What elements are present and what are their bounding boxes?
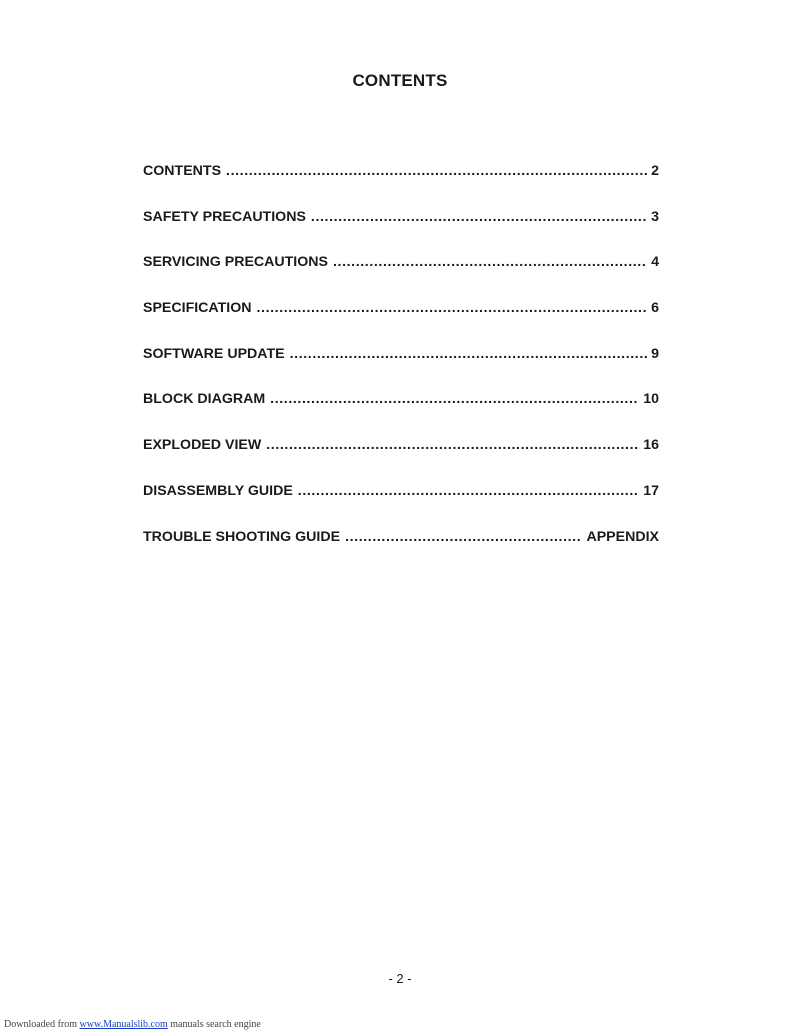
toc-entry-label: TROUBLE SHOOTING GUIDE (143, 528, 341, 545)
toc-entry-label: SOFTWARE UPDATE (143, 345, 285, 362)
toc-dot-leader (333, 254, 647, 270)
toc-entry-specification[interactable] (143, 300, 659, 346)
manualslib-link[interactable]: www.Manualslib.com (79, 1019, 168, 1030)
toc-entry-page: 2 (651, 163, 659, 179)
toc-entry-page: 9 (651, 345, 659, 362)
toc-entry-label: SAFETY PRECAUTIONS (143, 208, 306, 225)
toc-entry-label: SERVICING PRECAUTIONS (143, 254, 328, 271)
page-number: - 2 - (388, 971, 412, 986)
toc-entry-disassembly-guide[interactable] (143, 483, 659, 529)
toc-dot-leader (266, 437, 639, 453)
footer-suffix: manuals search engine (170, 1019, 261, 1030)
toc-entry-page: 3 (651, 208, 659, 225)
toc-entry-label: CONTENTS (143, 163, 222, 179)
toc-entry-software-update[interactable] (143, 346, 659, 392)
toc-entry-exploded-view[interactable] (143, 437, 659, 483)
download-footer (4, 1019, 261, 1030)
footer-prefix: Downloaded from (4, 1019, 78, 1030)
toc-entry-page: 10 (643, 391, 659, 408)
toc-entry-page: 6 (651, 300, 659, 317)
toc-dot-leader (226, 163, 647, 179)
toc-entry-page: 17 (643, 482, 659, 499)
toc-dot-leader (311, 209, 647, 225)
toc-entry-page: APPENDIX (586, 528, 659, 545)
toc-entry-trouble-shooting-guide[interactable] (143, 529, 659, 575)
table-of-contents (143, 163, 659, 574)
toc-dot-leader (257, 300, 648, 316)
toc-entry-label: BLOCK DIAGRAM (143, 391, 266, 408)
toc-entry-contents[interactable] (143, 163, 659, 209)
toc-entry-label: EXPLODED VIEW (143, 437, 262, 454)
toc-dot-leader (345, 529, 582, 545)
toc-entry-label: DISASSEMBLY GUIDE (143, 482, 293, 499)
toc-entry-servicing-precautions[interactable] (143, 254, 659, 300)
page-title: CONTENTS (352, 71, 448, 90)
toc-entry-safety-precautions[interactable] (143, 209, 659, 255)
toc-entry-label: SPECIFICATION (143, 300, 252, 317)
toc-dot-leader (290, 346, 647, 362)
toc-dot-leader (270, 391, 639, 407)
toc-dot-leader (298, 483, 639, 499)
toc-entry-block-diagram[interactable] (143, 391, 659, 437)
toc-entry-page: 4 (651, 254, 659, 271)
toc-entry-page: 16 (643, 437, 659, 454)
